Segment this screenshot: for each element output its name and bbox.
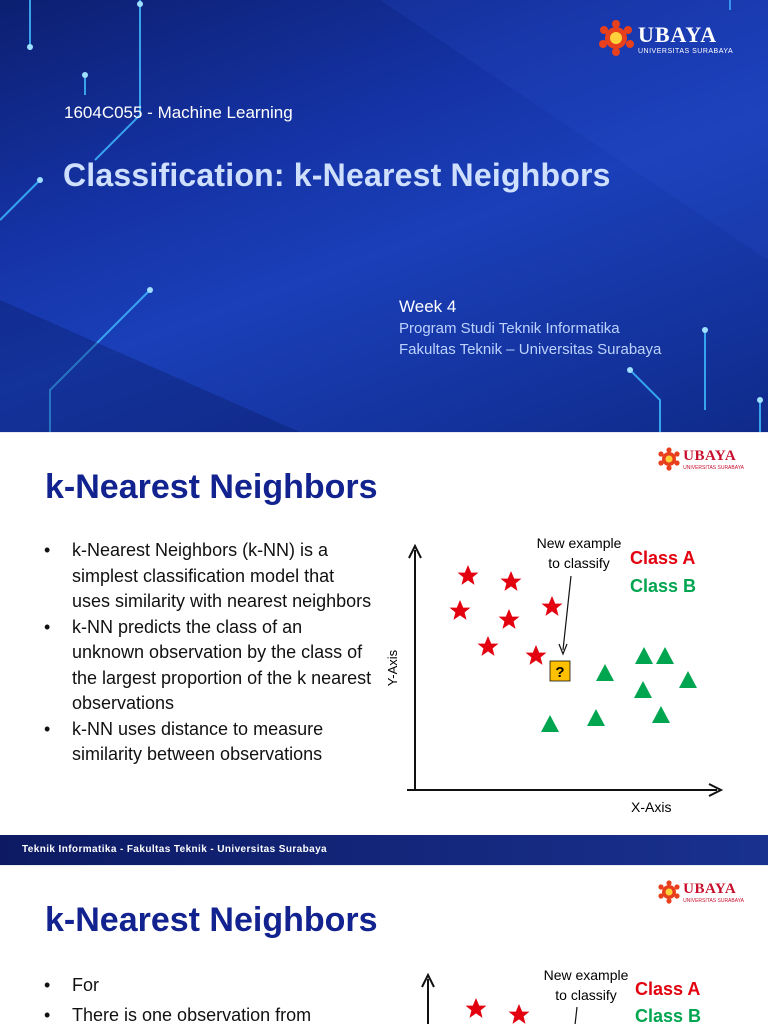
new-example-label: New example <box>536 535 622 551</box>
class-a-star <box>466 998 487 1018</box>
class-a-star <box>478 636 499 656</box>
new-example-label: New example <box>543 967 629 983</box>
title-slide <box>0 0 768 432</box>
to-classify-label: to classify <box>555 987 617 1003</box>
x-axis-label: X-Axis <box>631 799 672 815</box>
class-b-triangle <box>634 681 652 698</box>
y-axis-label: Y-Axis <box>385 649 400 687</box>
class-a-star <box>499 609 520 629</box>
program-label: Program Studi Teknik Informatika <box>399 320 620 337</box>
ubaya-emblem-icon <box>598 18 634 58</box>
footer-text: Teknik Informatika - Fakultas Teknik - Universitas Surabaya <box>22 844 327 855</box>
class-a-star <box>526 645 547 665</box>
bullet-item: • k-NN predicts the class of an unknown observation by the class of the largest proportion of the k nearest observations <box>44 615 372 717</box>
class-b-triangle <box>635 647 653 664</box>
ubaya-logo <box>598 18 733 58</box>
bullet-list <box>44 538 372 768</box>
class-b-triangle <box>656 647 674 664</box>
class-a-points <box>450 565 563 665</box>
class-b-points <box>541 647 697 732</box>
logo-name: UBAYA <box>683 880 737 897</box>
class-b-triangle <box>541 715 559 732</box>
class-a-star <box>542 596 563 616</box>
slide-title: k-Nearest Neighbors <box>45 901 378 939</box>
bullet-item: • k-Nearest Neighbors (k-NN) is a simplest classification model that uses similarity with nearest neighbors <box>44 538 372 615</box>
bullet-item: • For <box>44 970 372 1000</box>
class-a-label: Class A <box>635 979 701 999</box>
class-b-label: Class B <box>635 1006 702 1024</box>
bullet-list <box>44 970 372 1024</box>
class-b-triangle <box>587 709 605 726</box>
pointer-line <box>563 576 571 650</box>
class-b-triangle <box>679 671 697 688</box>
faculty-label: Fakultas Teknik – Universitas Surabaya <box>399 341 662 358</box>
unknown-symbol: ? <box>555 664 565 681</box>
logo-subtitle: UNIVERSITAS SURABAYA <box>683 897 744 904</box>
knn-intro-slide <box>0 433 768 865</box>
class-a-label: Class A <box>630 548 696 568</box>
class-a-star <box>509 1004 530 1024</box>
logo-name: UBAYA <box>638 21 718 47</box>
ubaya-emblem-icon <box>658 880 680 904</box>
knn-diagram <box>385 528 725 833</box>
ubaya-logo-small <box>658 880 744 904</box>
knn-example-slide <box>0 866 768 1024</box>
bullet-item: • There is one observation from <box>44 1000 372 1024</box>
slide-title: k-Nearest Neighbors <box>45 468 378 506</box>
circuit-background <box>0 0 768 432</box>
logo-subtitle: UNIVERSITAS SURABAYA <box>683 464 744 471</box>
class-a-star <box>458 565 479 585</box>
week-label: Week 4 <box>399 297 457 316</box>
slide-footer <box>0 835 768 865</box>
logo-subtitle: UNIVERSITAS SURABAYA <box>638 47 734 55</box>
course-code: 1604C055 - Machine Learning <box>64 103 293 122</box>
bullet-item: • k-NN uses distance to measure similarity between observations <box>44 717 372 768</box>
ubaya-logo-small <box>658 447 744 471</box>
ubaya-emblem-icon <box>658 447 680 471</box>
class-a-star <box>501 571 522 591</box>
knn-diagram-partial <box>385 961 725 1024</box>
class-b-label: Class B <box>630 576 697 596</box>
to-classify-label: to classify <box>548 555 610 571</box>
logo-name: UBAYA <box>683 447 737 464</box>
class-b-triangle <box>652 706 670 723</box>
class-b-triangle <box>596 664 614 681</box>
class-a-star <box>450 600 471 620</box>
presentation-title: Classification: k-Nearest Neighbors <box>63 157 611 193</box>
